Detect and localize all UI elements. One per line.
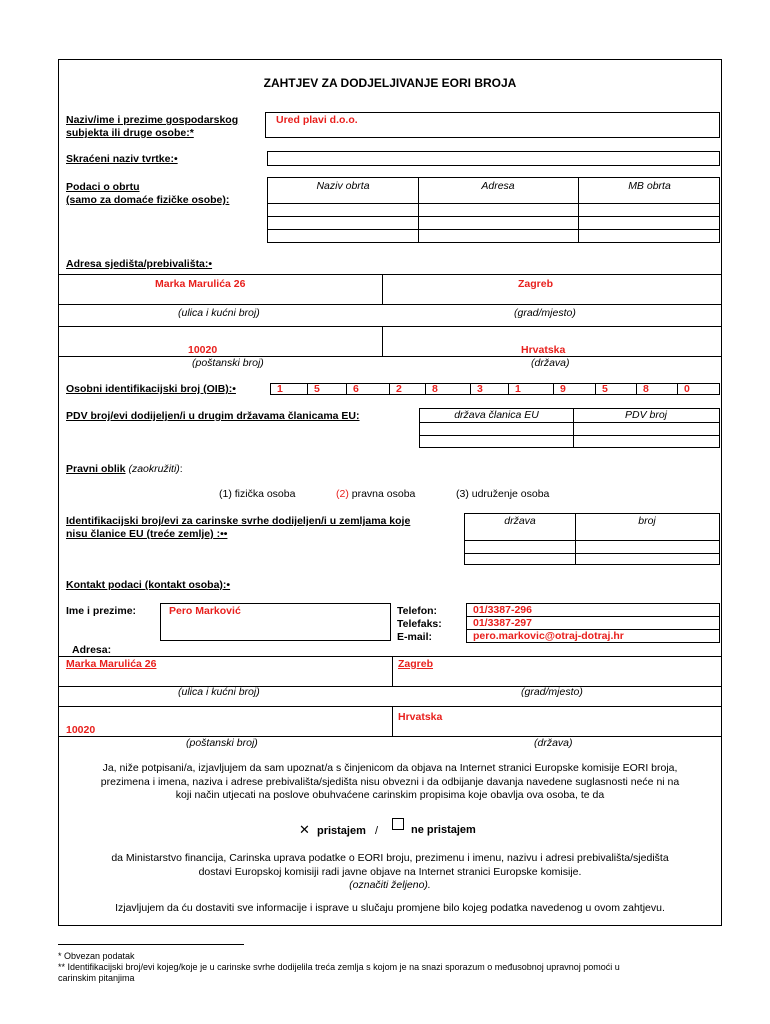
oib-digit[interactable]: 2 — [389, 383, 426, 395]
adresa-street-caption: (ulica i kućni broj) — [178, 307, 260, 319]
pdv-col-broj: PDV broj — [624, 409, 667, 421]
kontakt-adresa-label: Adresa: — [72, 644, 112, 656]
kontakt-phone-labels: Telefon: Telefaks: E-mail: — [397, 605, 442, 643]
obrt-col-mb: MB obrta — [628, 180, 671, 192]
adresa-label: Adresa sjedišta/prebivališta:• — [66, 258, 213, 270]
carinski-col-drzava: država — [504, 515, 536, 527]
oib-digit[interactable]: 0 — [677, 383, 720, 395]
kontakt-country: Hrvatska — [398, 711, 443, 723]
izjava-paragraph-3: Izjavljujem da ću dostaviti sve informacije i isprave u slučaju promjene bilo kojeg podatka navedenog u ovom zahtjevu. — [115, 902, 665, 914]
pristajem-checkbox[interactable]: ✕ — [299, 822, 310, 837]
adresa-postal-caption: (poštanski broj) — [192, 357, 264, 369]
ne-pristajem-label: ne pristajem — [411, 824, 476, 836]
oib-digit[interactable]: 6 — [346, 383, 390, 395]
kontakt-postal: 10020 — [66, 724, 96, 736]
pravni-opt3[interactable]: (3) udruženje osoba — [456, 488, 550, 500]
oib-digit[interactable]: 5 — [595, 383, 637, 395]
adresa-city-caption: (grad/mjesto) — [514, 307, 576, 319]
oib-digit[interactable]: 8 — [425, 383, 471, 395]
obrt-col-adresa: Adresa — [481, 180, 515, 192]
pravni-label: Pravni oblik (zaokružiti): — [66, 463, 183, 475]
skraceni-field[interactable] — [267, 151, 720, 166]
kontakt-ime-label: Ime i prezime: — [66, 605, 137, 617]
adresa-city: Zagreb — [518, 278, 554, 290]
kontakt-telefon-field[interactable]: 01/3387-296 — [466, 603, 720, 617]
carinski-table[interactable] — [464, 513, 720, 565]
naziv-value: Ured plavi d.o.o. — [276, 114, 358, 126]
kontakt-street: Marka Marulića 26 — [66, 658, 157, 670]
kontakt-postal-caption: (poštanski broj) — [186, 737, 258, 749]
oib-digit[interactable]: 3 — [470, 383, 509, 395]
pravni-opt2[interactable]: (2) pravna osoba — [336, 488, 416, 500]
adresa-country-caption: (država) — [531, 357, 570, 369]
izjava-paragraph: Ja, niže potpisani/a, izjavljujem da sam upoznat/a s činjenicom da objava na Internet stranici Europske komisije EORI broja, prezimena i imena, naziva i adrese prebivališta/sjedišta nisu obvezni i da odbijanje davanja navedene suglasnosti neće ni na koji način utjecati na poslove obuhvaćene carinskim propisima koje obavlja ova osoba, te da — [100, 762, 680, 801]
obrt-col-naziv: Naziv obrta — [316, 180, 370, 192]
kontakt-country-caption: (država) — [534, 737, 573, 749]
pdv-col-drzava: država članica EU — [454, 409, 539, 421]
skraceni-label: Skraćeni naziv tvrtke:• — [66, 153, 178, 165]
pristajem-label: pristajem — [316, 825, 366, 837]
footnotes: * Obvezan podatak ** Identifikacijski broj/evi kojeg/koje je u carinske svrhe dodijelila treća zemlja s kojom je na snazi sporazum o međusobnoj upravnoj pomoći u carinskim pitanjima — [58, 951, 620, 983]
ne-pristajem-checkbox[interactable] — [392, 818, 404, 830]
izjava-paragraph-2: da Ministarstvo financija, Carinska uprava podatke o EORI broju, prezimenu i imenu, nazivu i adresi prebivališta/sjedišta dostavi Europskoj komisiji radi javne objave na Internet stranici Europske komisije. (označiti željeno). — [111, 852, 669, 891]
kontakt-ime-field[interactable] — [160, 603, 391, 641]
obrt-label: Podaci o obrtu (samo za domaće fizičke osobe): — [66, 181, 230, 206]
oib-digit[interactable]: 5 — [307, 383, 347, 395]
adresa-country: Hrvatska — [521, 344, 566, 356]
kontakt-street-caption: (ulica i kućni broj) — [178, 686, 260, 698]
pdv-label: PDV broj/evi dodijeljen/i u drugim državama članicama EU: — [66, 410, 360, 422]
pravni-opt1[interactable]: (1) fizička osoba — [219, 488, 296, 500]
adresa-street: Marka Marulića 26 — [155, 278, 246, 290]
obrt-table[interactable] — [267, 177, 720, 243]
footnote-divider — [58, 944, 244, 945]
suglasnost-choice: ✕ pristajem / ne pristajem — [299, 822, 378, 838]
oib-label: Osobni identifikacijski broj (OIB):• — [66, 383, 236, 395]
kontakt-city: Zagreb — [398, 658, 434, 670]
kontakt-email-field[interactable]: pero.markovic@otraj-dotraj.hr — [466, 629, 720, 643]
naziv-label: Naziv/ime i prezime gospodarskog subjekta ili druge osobe:* — [66, 114, 239, 139]
kontakt-ime-value: Pero Marković — [169, 605, 241, 617]
oib-digit[interactable]: 9 — [553, 383, 596, 395]
oib-digit[interactable]: 8 — [636, 383, 678, 395]
form-title: ZAHTJEV ZA DODJELJIVANJE EORI BROJA — [263, 76, 517, 90]
carinski-label: Identifikacijski broj/evi za carinske svrhe dodijeljen/i u zemljama koje nisu članice EU (treće zemlje) :•• — [66, 515, 411, 540]
carinski-col-broj: broj — [638, 515, 656, 527]
pdv-table[interactable] — [419, 408, 720, 448]
kontakt-label: Kontakt podaci (kontakt osoba):• — [66, 579, 231, 591]
oib-digit[interactable]: 1 — [270, 383, 308, 395]
oib-digit[interactable]: 1 — [508, 383, 554, 395]
naziv-field[interactable] — [265, 112, 720, 138]
kontakt-city-caption: (grad/mjesto) — [521, 686, 583, 698]
kontakt-telefaks-field[interactable]: 01/3387-297 — [466, 616, 720, 630]
adresa-postal: 10020 — [188, 344, 218, 356]
